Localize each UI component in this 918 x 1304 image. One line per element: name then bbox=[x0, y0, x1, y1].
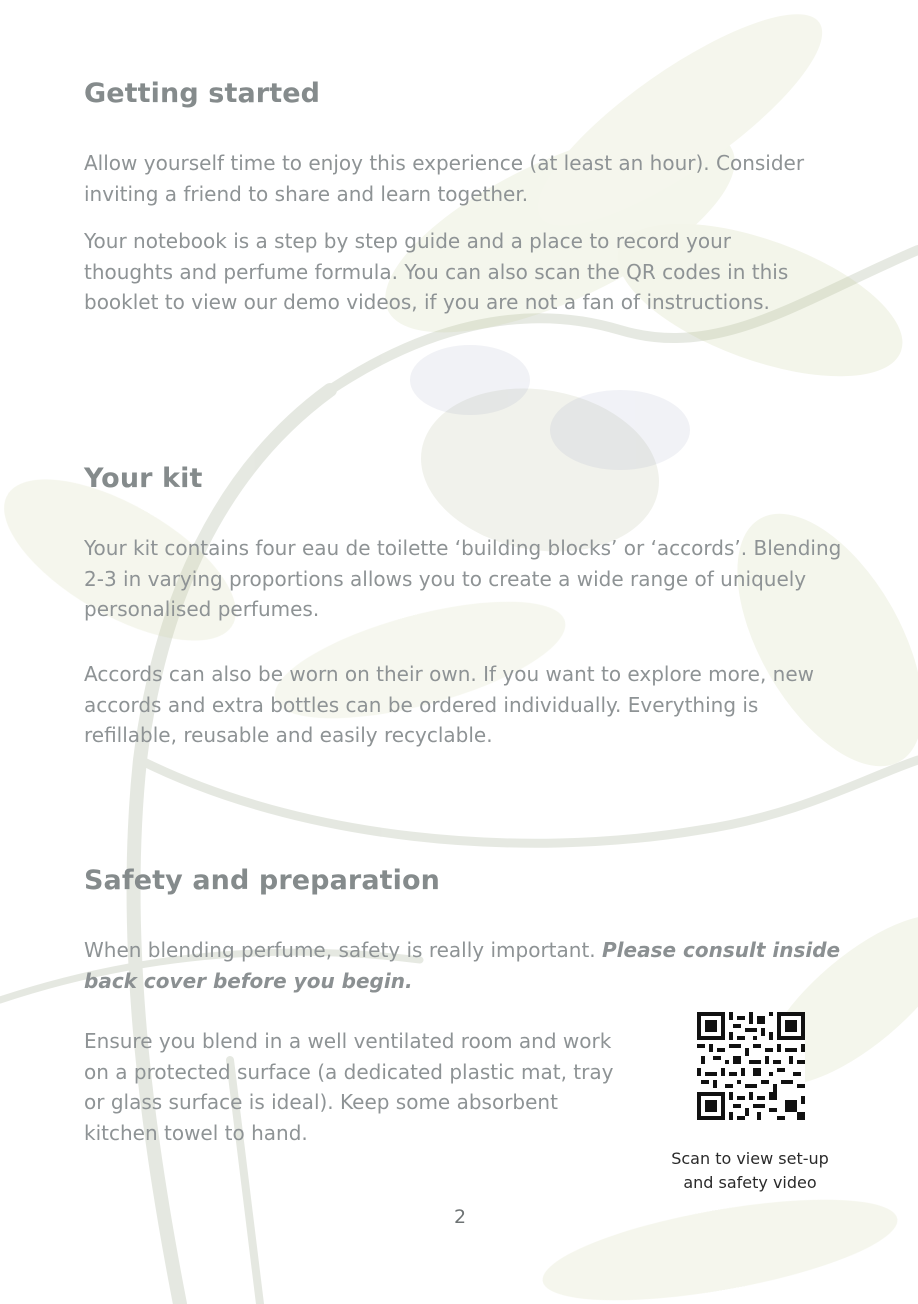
qr-caption-line-1: Scan to view set-up bbox=[671, 1149, 829, 1168]
section-title-your-kit: Your kit bbox=[84, 463, 203, 494]
safety-paragraph-1-text: When blending perfume, safety is really important. bbox=[84, 938, 603, 962]
your-kit-paragraph-2: Accords can also be worn on their own. If you want to explore more, new accords and extra bottles can be ordered individually. Everything is refillable, reusable and easily recyclable. bbox=[84, 662, 814, 747]
section-title-safety: Safety and preparation bbox=[84, 865, 440, 896]
section-title-getting-started: Getting started bbox=[84, 78, 321, 109]
page-number: 2 bbox=[453, 1206, 467, 1228]
qr-caption-line-2: and safety video bbox=[683, 1173, 817, 1192]
safety-emphasis-note: Please consult inside back cover before you begin. bbox=[84, 938, 841, 993]
your-kit-paragraph-1: Your kit contains four eau de toilette ‘building blocks’ or ‘accords’. Blending 2-3 in varying proportions allows you to create a wide range of uniquely personalised perfumes. bbox=[84, 536, 842, 621]
getting-started-paragraph-1: Allow yourself time to enjoy this experience (at least an hour). Consider inviting a friend to share and learn together. bbox=[84, 151, 805, 206]
qr-caption bbox=[660, 1147, 840, 1195]
getting-started-paragraph-2: Your notebook is a step by step guide and a place to record your thoughts and perfume formula. You can also scan the QR codes in this booklet to view our demo videos, if you are not a fan of instructions. bbox=[84, 229, 789, 314]
safety-paragraph-1 bbox=[84, 935, 844, 996]
qr-code-icon[interactable] bbox=[697, 1012, 805, 1120]
safety-paragraph-2: Ensure you blend in a well ventilated room and work on a protected surface (a dedicated plastic mat, tray or glass surface is ideal). Keep some absorbent kitchen towel to hand. bbox=[84, 1029, 614, 1145]
